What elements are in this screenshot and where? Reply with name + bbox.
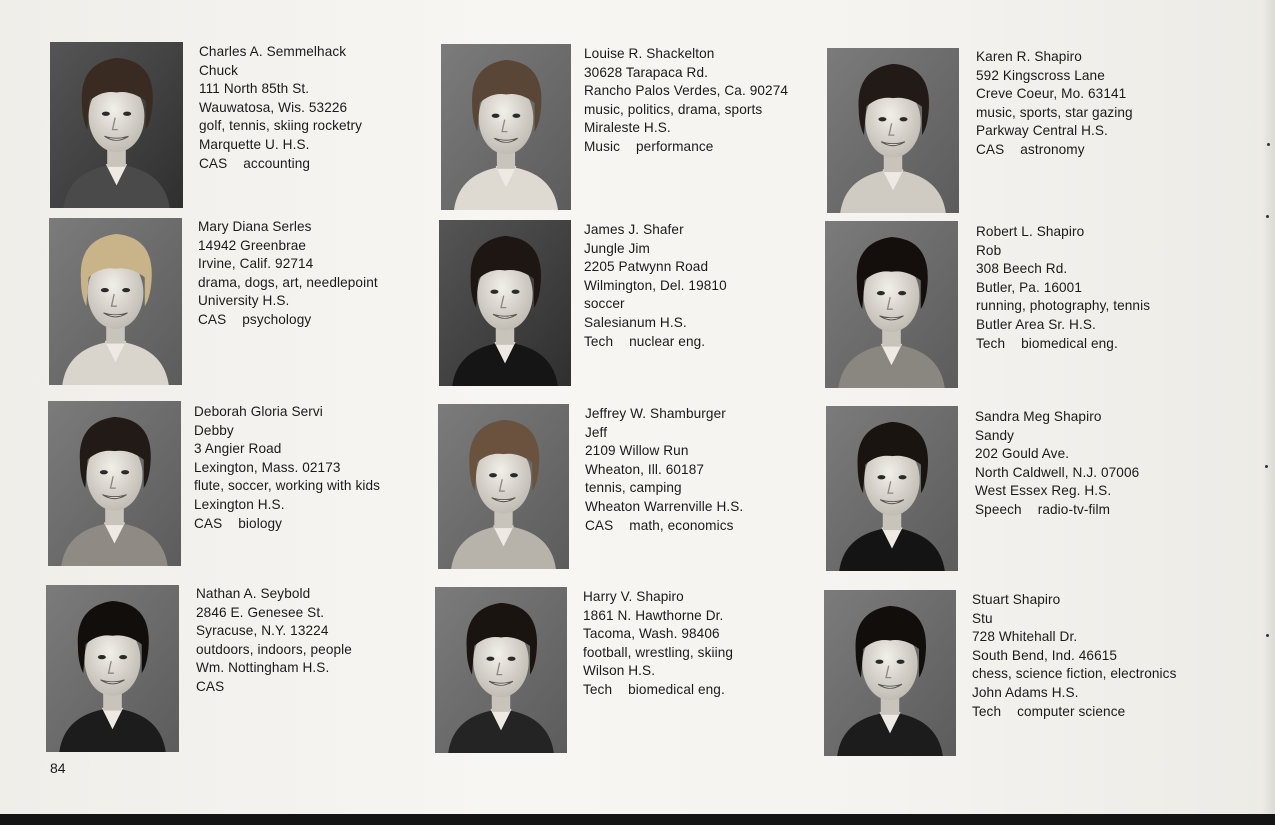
student-photo	[46, 585, 179, 752]
student-info	[584, 45, 788, 157]
student-name: Louise R. Shackelton	[584, 46, 715, 61]
student-detail-line: Stu	[972, 610, 993, 626]
school-label: CAS	[196, 678, 225, 694]
student-detail-line: 14942 Greenbrae	[198, 237, 307, 253]
student-detail-line: Debby	[194, 422, 234, 438]
student-name: Mary Diana Serles	[198, 219, 312, 234]
student-photo	[826, 406, 958, 571]
school-label: CAS	[198, 311, 227, 327]
major-label: computer science	[1017, 703, 1126, 719]
school-label: Tech	[972, 703, 1002, 719]
school-and-major	[972, 703, 1176, 722]
student-name: Nathan A. Seybold	[196, 586, 311, 601]
student-detail-line: 202 Gould Ave.	[975, 446, 1070, 462]
student-detail-line: running, photography, tennis	[976, 298, 1151, 314]
student-detail-line: outdoors, indoors, people	[196, 641, 352, 657]
student-detail-line: 2109 Willow Run	[585, 443, 689, 459]
school-label: Music	[584, 138, 620, 154]
student-detail-line: Jungle Jim	[584, 240, 650, 256]
portrait-image	[825, 221, 958, 388]
school-and-major	[196, 678, 352, 697]
student-detail-line: Rob	[976, 242, 1002, 258]
student-detail-line: chess, science fiction, electronics	[972, 666, 1177, 682]
student-info	[198, 218, 378, 330]
student-info	[585, 405, 743, 535]
school-and-major	[976, 335, 1150, 354]
student-detail-line: Butler, Pa. 16001	[976, 279, 1082, 295]
student-detail-line: drama, dogs, art, needlepoint	[198, 274, 378, 290]
major-label: accounting	[243, 155, 311, 171]
student-photo	[48, 401, 181, 566]
school-and-major	[584, 333, 727, 352]
student-name: Robert L. Shapiro	[976, 224, 1085, 239]
student-detail-line: Marquette U. H.S.	[199, 136, 310, 152]
student-detail-line: Butler Area Sr. H.S.	[976, 316, 1096, 332]
student-detail-line: Wheaton, Ill. 60187	[585, 461, 705, 477]
student-info	[975, 408, 1139, 520]
page-number: 84	[50, 760, 66, 776]
student-detail-line: 308 Beech Rd.	[976, 261, 1068, 277]
school-label: CAS	[199, 155, 228, 171]
school-and-major	[194, 515, 380, 534]
student-photo	[49, 218, 182, 385]
student-detail-line: music, sports, star gazing	[976, 104, 1133, 120]
student-detail-line: Jeff	[585, 424, 608, 440]
student-detail-line: 2205 Patwynn Road	[584, 259, 709, 275]
student-detail-line: 2846 E. Genesee St.	[196, 604, 325, 620]
student-detail-line: Sandy	[975, 427, 1015, 443]
student-detail-line: Wilson H.S.	[583, 663, 656, 679]
student-name: Harry V. Shapiro	[583, 589, 684, 604]
student-photo	[50, 42, 183, 208]
portrait-image	[438, 404, 569, 569]
school-and-major	[976, 141, 1133, 160]
student-detail-line: Miraleste H.S.	[584, 120, 671, 136]
student-info	[972, 591, 1176, 721]
student-detail-line: Syracuse, N.Y. 13224	[196, 623, 329, 639]
portrait-image	[49, 218, 182, 385]
student-name: Deborah Gloria Servi	[194, 404, 323, 419]
student-info	[199, 43, 362, 173]
school-and-major	[199, 155, 362, 174]
student-info	[583, 588, 733, 700]
school-label: Speech	[975, 501, 1022, 517]
portrait-image	[435, 587, 567, 753]
portrait-image	[827, 48, 959, 213]
student-photo	[439, 220, 571, 386]
student-detail-line: Wheaton Warrenville H.S.	[585, 498, 744, 514]
school-and-major	[584, 138, 788, 157]
student-detail-line: Parkway Central H.S.	[976, 123, 1108, 139]
student-name: Karen R. Shapiro	[976, 49, 1082, 64]
student-info	[194, 403, 380, 533]
student-detail-line: Lexington H.S.	[194, 496, 285, 512]
school-label: Tech	[584, 333, 614, 349]
portrait-image	[826, 406, 958, 571]
school-and-major	[583, 681, 733, 700]
page-edge	[1262, 0, 1275, 814]
student-detail-line: flute, soccer, working with kids	[194, 478, 381, 494]
student-detail-line: John Adams H.S.	[972, 684, 1079, 700]
student-photo	[435, 587, 567, 753]
student-detail-line: tennis, camping	[585, 480, 682, 496]
student-detail-line: music, politics, drama, sports	[584, 101, 763, 117]
major-label: astronomy	[1020, 141, 1085, 157]
school-and-major	[585, 517, 743, 536]
student-detail-line: Creve Coeur, Mo. 63141	[976, 86, 1127, 102]
student-info	[976, 223, 1150, 353]
student-detail-line: University H.S.	[198, 293, 290, 309]
speck	[1266, 634, 1269, 637]
student-detail-line: Irvine, Calif. 92714	[198, 256, 314, 272]
school-label: CAS	[976, 141, 1005, 157]
student-detail-line: Lexington, Mass. 02173	[194, 459, 341, 475]
student-detail-line: Chuck	[199, 62, 239, 78]
major-label: nuclear eng.	[629, 333, 706, 349]
major-label: biomedical eng.	[1021, 335, 1118, 351]
student-detail-line: Salesianum H.S.	[584, 314, 687, 330]
speck	[1266, 215, 1269, 218]
student-detail-line: 592 Kingscross Lane	[976, 67, 1105, 83]
portrait-image	[46, 585, 179, 752]
portrait-image	[439, 220, 571, 386]
portrait-image	[50, 42, 183, 208]
portrait-image	[48, 401, 181, 566]
student-detail-line: Rancho Palos Verdes, Ca. 90274	[584, 83, 789, 99]
student-detail-line: 111 North 85th St.	[199, 81, 310, 97]
student-name: James J. Shafer	[584, 222, 684, 237]
student-detail-line: Wilmington, Del. 19810	[584, 277, 727, 293]
school-and-major	[198, 311, 378, 330]
student-detail-line: Tacoma, Wash. 98406	[583, 626, 720, 642]
student-info	[584, 221, 727, 351]
school-label: Tech	[583, 681, 613, 697]
student-photo	[824, 590, 956, 756]
school-and-major	[975, 501, 1139, 520]
speck	[1265, 465, 1268, 468]
student-detail-line: 1861 N. Hawthorne Dr.	[583, 607, 724, 623]
student-photo	[441, 44, 571, 210]
portrait-image	[441, 44, 571, 210]
speck	[1267, 143, 1270, 146]
bottom-edge	[0, 814, 1275, 825]
student-detail-line: football, wrestling, skiing	[583, 644, 734, 660]
school-label: CAS	[585, 517, 614, 533]
major-label: biology	[238, 515, 283, 531]
student-detail-line: golf, tennis, skiing rocketry	[199, 118, 363, 134]
student-detail-line: South Bend, Ind. 46615	[972, 647, 1118, 663]
student-name: Stuart Shapiro	[972, 592, 1061, 607]
major-label: radio-tv-film	[1037, 501, 1111, 517]
student-detail-line: North Caldwell, N.J. 07006	[975, 464, 1140, 480]
student-detail-line: 728 Whitehall Dr.	[972, 629, 1078, 645]
student-detail-line: 30628 Tarapaca Rd.	[584, 64, 708, 80]
school-label: CAS	[194, 515, 223, 531]
major-label: psychology	[242, 311, 312, 327]
major-label: math, economics	[629, 517, 734, 533]
student-name: Jeffrey W. Shamburger	[585, 406, 726, 421]
student-detail-line: Wauwatosa, Wis. 53226	[199, 99, 348, 115]
student-photo	[825, 221, 958, 388]
major-label: biomedical eng.	[628, 681, 725, 697]
student-info	[196, 585, 352, 697]
student-info	[976, 48, 1133, 160]
student-photo	[438, 404, 569, 569]
major-label: performance	[636, 138, 714, 154]
school-label: Tech	[976, 335, 1006, 351]
student-detail-line: West Essex Reg. H.S.	[975, 483, 1112, 499]
student-photo	[827, 48, 959, 213]
student-detail-line: 3 Angier Road	[194, 441, 282, 457]
student-name: Sandra Meg Shapiro	[975, 409, 1102, 424]
student-name: Charles A. Semmelhack	[199, 44, 347, 59]
portrait-image	[824, 590, 956, 756]
student-detail-line: Wm. Nottingham H.S.	[196, 660, 330, 676]
student-detail-line: soccer	[584, 296, 625, 312]
